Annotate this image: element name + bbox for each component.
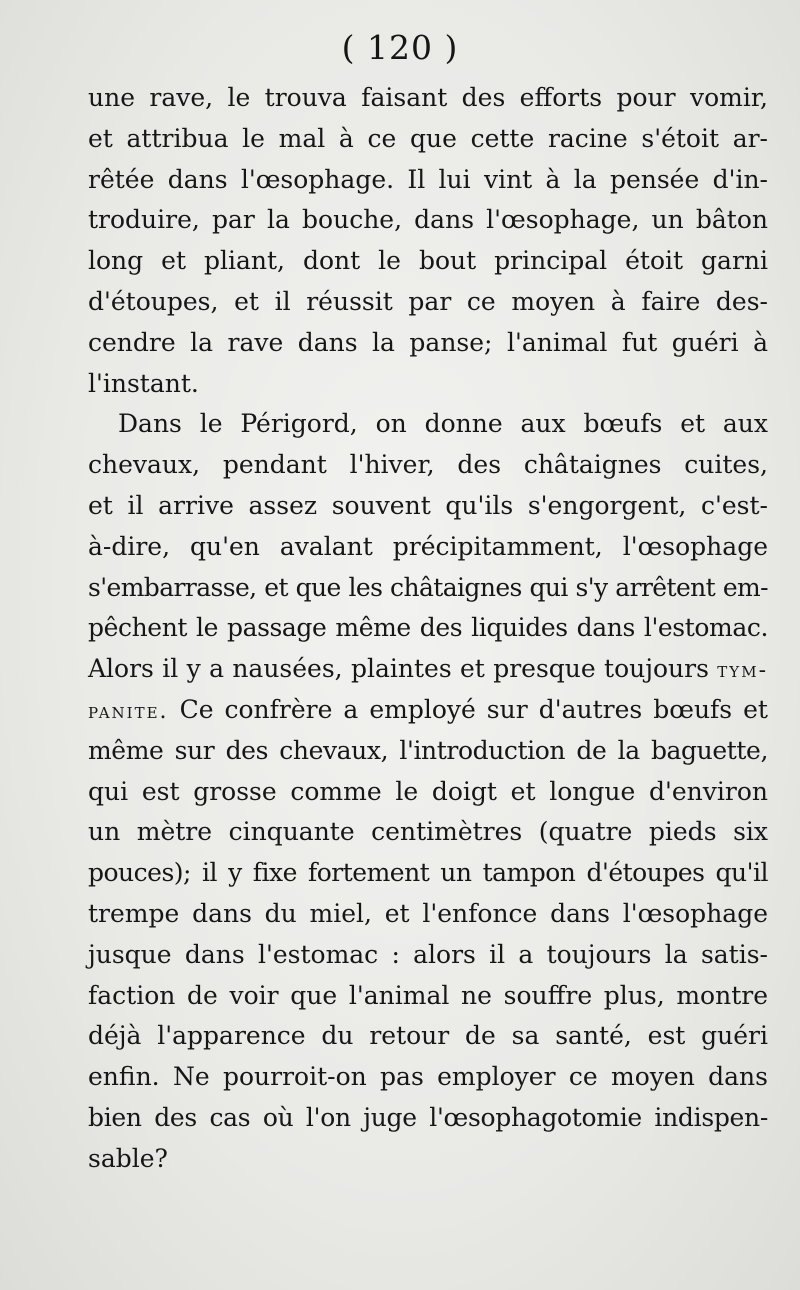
text-line: faction de voir que l'animal ne souffre plus, montre bbox=[88, 980, 768, 1010]
text-line: jusque dans l'estomac : alors il a toujours la satis- bbox=[88, 939, 768, 969]
text-line: l'instant. bbox=[88, 368, 199, 398]
text-line: bien des cas où l'on juge l'œsophagotomie indispen- bbox=[88, 1102, 768, 1132]
text-line: et il arrive assez souvent qu'ils s'engorgent, c'est- bbox=[88, 490, 768, 520]
text-line: une rave, le trouva faisant des efforts pour vomir, bbox=[88, 83, 768, 112]
text-line bbox=[88, 690, 768, 731]
text-line: qui est grosse comme le doigt et longue d'environ bbox=[88, 776, 768, 806]
text-line: et attribua le mal à ce que cette racine s'étoit ar- bbox=[88, 123, 768, 153]
text-line: rêtée dans l'œsophage. Il lui vint à la pensée d'in- bbox=[88, 164, 768, 194]
text-line: un mètre cinquante centimètres (quatre pieds six bbox=[88, 817, 768, 847]
page-number: ( 120 ) bbox=[341, 28, 459, 67]
small-caps-word: panite. bbox=[88, 698, 169, 724]
text-line: pêchent le passage même des liquides dans l'estomac. bbox=[88, 613, 768, 643]
body-text bbox=[88, 78, 768, 1180]
text-line: long et pliant, dont le bout principal étoit garni bbox=[88, 246, 768, 276]
text-line: enfin. Ne pourroit-on pas employer ce moyen dans bbox=[88, 1062, 768, 1092]
text-line: chevaux, pendant l'hiver, des châtaignes cuites, bbox=[88, 450, 768, 480]
text-line: troduire, par la bouche, dans l'œsophage, un bâton bbox=[88, 205, 768, 235]
text-line: cendre la rave dans la panse; l'animal fut guéri à bbox=[88, 327, 768, 357]
paragraph-start: Dans le Périgord, on donne aux bœufs et aux bbox=[118, 409, 768, 439]
text-line: trempe dans du miel, et l'enfonce dans l'œsophage bbox=[88, 898, 768, 928]
small-caps-word: tym- bbox=[717, 658, 768, 684]
text-line: sable? bbox=[88, 1143, 168, 1173]
text-line: pouces); il y fixe fortement un tampon d'étoupes qu'il bbox=[88, 858, 768, 888]
text-line: s'embarrasse, et que les châtaignes qui s'y arrêtent em- bbox=[88, 572, 768, 602]
text-line: d'étoupes, et il réussit par ce moyen à faire des- bbox=[88, 286, 768, 316]
text-line: à-dire, qu'en avalant précipitamment, l'œsophage bbox=[88, 531, 768, 561]
text-line: déjà l'apparence du retour de sa santé, est guéri bbox=[88, 1021, 768, 1051]
text-line: même sur des chevaux, l'introduction de la baguette, bbox=[88, 735, 768, 765]
text-segment: Ce confrère a employé sur d'autres bœufs et bbox=[179, 694, 768, 724]
text-segment: Alors il y a nausées, plaintes et presque toujours bbox=[88, 654, 709, 684]
text-line bbox=[88, 649, 768, 690]
